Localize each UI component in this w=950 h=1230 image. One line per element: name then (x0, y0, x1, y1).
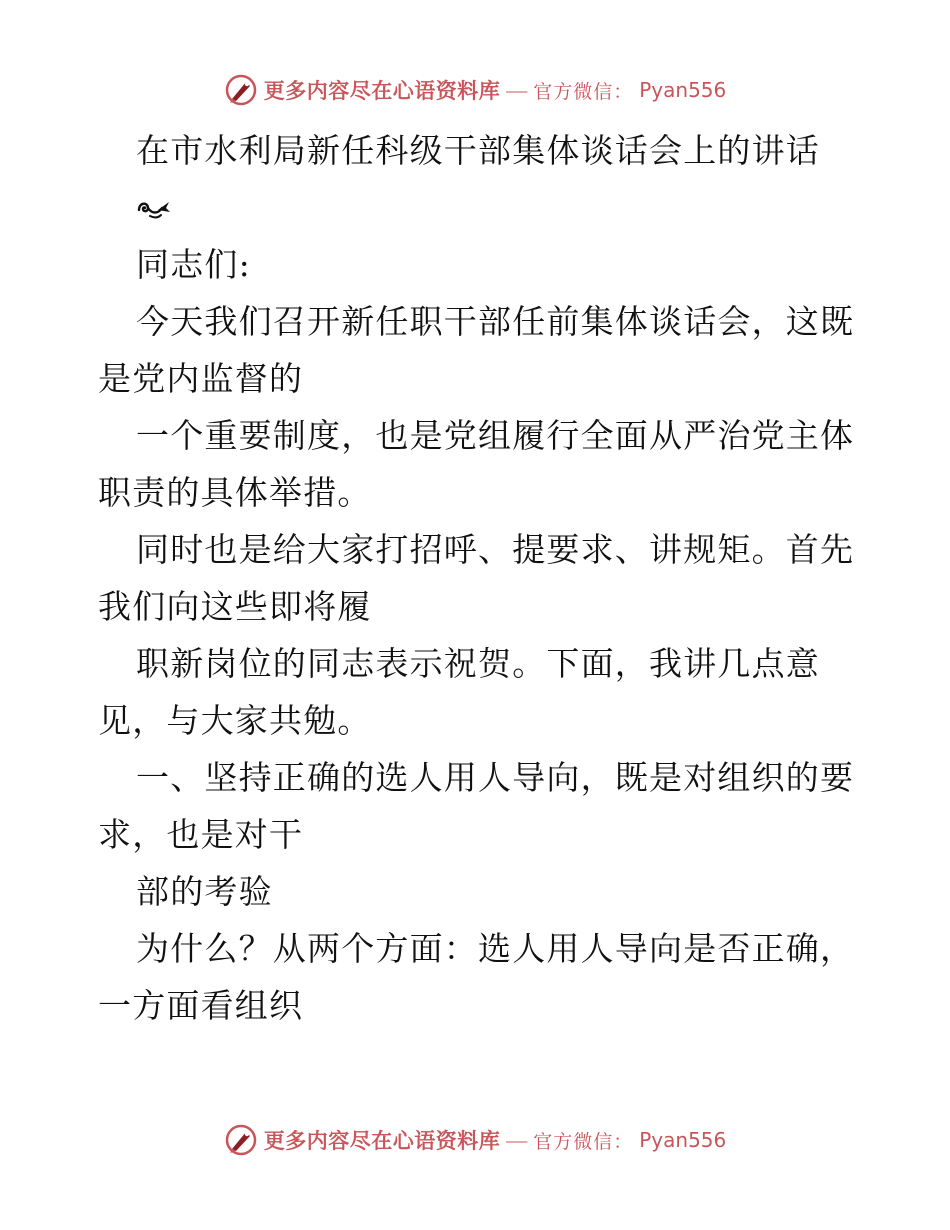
text-line: 职责的具体举措。 (98, 473, 372, 512)
fleuron-icon (136, 196, 172, 220)
watermark-dash: — (506, 77, 528, 102)
document-body (98, 122, 858, 1034)
watermark-header (0, 68, 950, 112)
section-heading-continued: 部的考验 (136, 872, 273, 911)
watermark-text: 更多内容尽在心语资料库 (263, 78, 501, 103)
text-line: 我们向这些即将履 (98, 587, 372, 626)
watermark-footer (0, 1118, 950, 1162)
watermark-wechat-label: 官方微信： (533, 80, 634, 103)
text-line: 为什么？从两个方面：选人用人导向是否正确， (136, 929, 855, 968)
text-line: 一方面看组织 (98, 986, 304, 1025)
text-line: 今天我们召开新任职干部任前集体谈话会，这既 (136, 302, 855, 341)
text-line-salutation: 同志们: (136, 245, 251, 284)
pen-logo-icon (224, 1123, 258, 1157)
watermark-wechat-id: Pyan556 (639, 78, 727, 102)
text-line: 职新岗位的同志表示祝贺。下面，我讲几点意 (136, 644, 820, 683)
text-line: 同时也是给大家打招呼、提要求、讲规矩。首先 (136, 530, 855, 569)
watermark-text: 更多内容尽在心语资料库 (263, 1128, 501, 1153)
text-line: 见，与大家共勉。 (98, 701, 372, 740)
ornament-row (98, 179, 858, 236)
watermark-dash: — (506, 1127, 528, 1152)
text-line: 一个重要制度，也是党组履行全面从严治党主体 (136, 416, 855, 455)
section-heading-continued: 求，也是对干 (98, 815, 304, 854)
text-line: 是党内监督的 (98, 359, 304, 398)
watermark-wechat-label: 官方微信： (533, 1130, 634, 1153)
pen-logo-icon (224, 73, 258, 107)
watermark-wechat-id: Pyan556 (639, 1128, 727, 1152)
section-heading: 一、坚持正确的选人用人导向，既是对组织的要 (136, 758, 855, 797)
document-title: 在市水利局新任科级干部集体谈话会上的讲话 (136, 131, 820, 170)
